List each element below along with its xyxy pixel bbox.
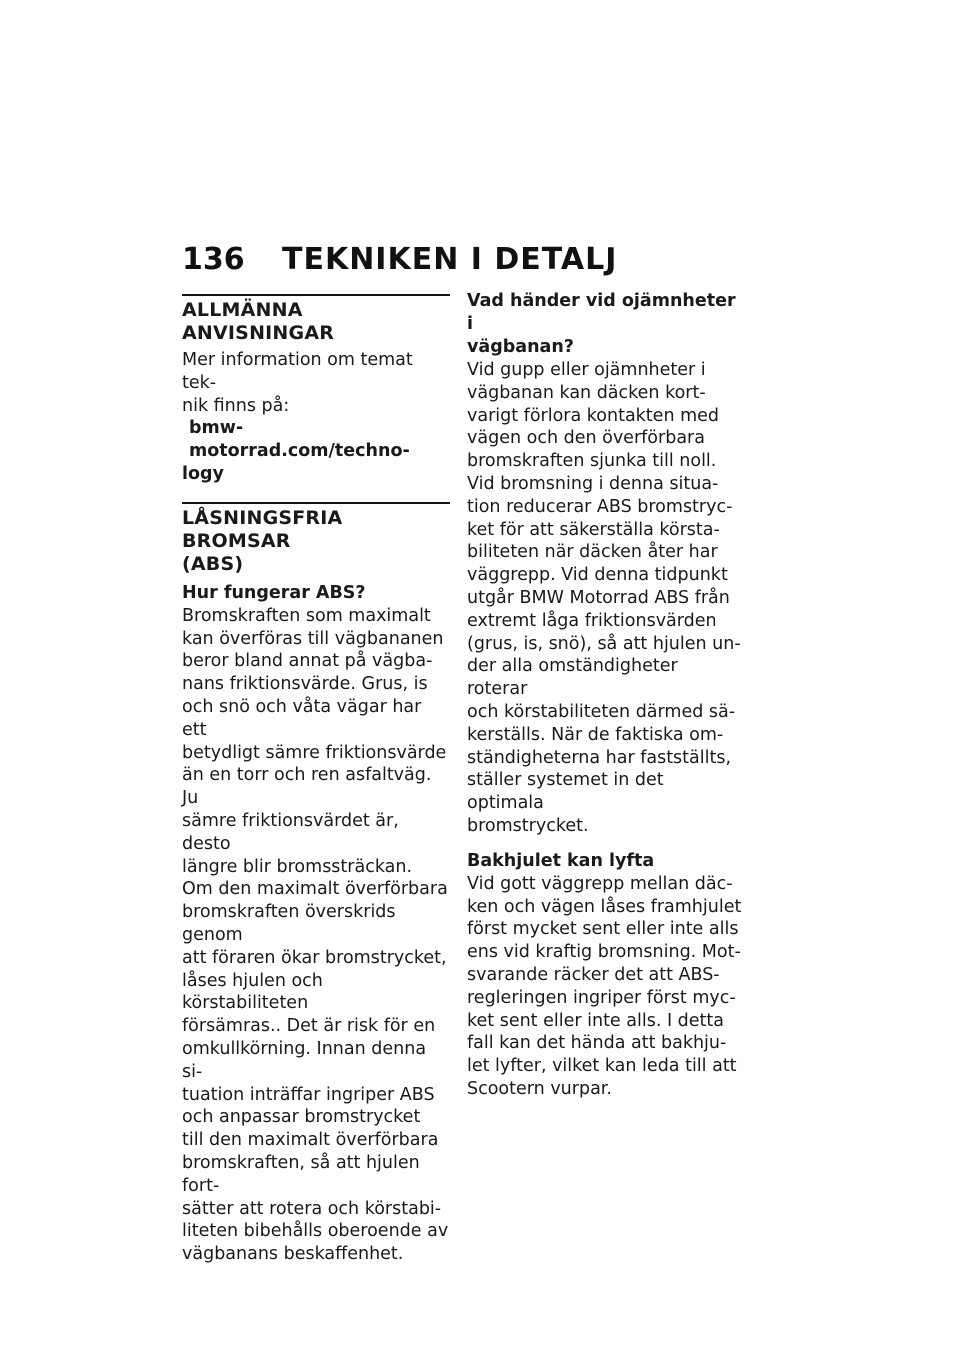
body-line: der alla omständigheter roterar xyxy=(467,656,678,700)
page-number: 136 xyxy=(182,242,245,277)
body-line: ställer systemet in det optimala xyxy=(467,770,664,814)
body-line: först mycket sent eller inte alls xyxy=(467,919,739,940)
question-how-abs-works: Hur fungerar ABS? xyxy=(182,582,366,603)
body-line: bromskraften sjunka till noll. xyxy=(467,451,717,472)
body-line: längre blir bromssträckan. xyxy=(182,856,413,877)
question-uneven-road-continued: vägbanan? xyxy=(467,337,574,357)
body-line: extremt låga friktionsvärden xyxy=(467,610,717,631)
body-line: kan överföras till vägbananen xyxy=(182,628,444,649)
body-line: Om den maximalt överförbara xyxy=(182,879,448,900)
body-line: (grus, is, snö), så att hjulen un- xyxy=(467,633,741,654)
body-line: regleringen ingriper först myc- xyxy=(467,987,736,1008)
body-line: tuation inträffar ingriper ABS xyxy=(182,1084,435,1105)
body-line: ken och vägen låses framhjulet xyxy=(467,896,742,917)
body-line: varigt förlora kontakten med xyxy=(467,405,720,426)
body-line: biliteten när däcken åter har xyxy=(467,542,718,563)
body-line: ket sent eller inte alls. I detta xyxy=(467,1010,724,1031)
body-line: ständigheterna har fastställts, xyxy=(467,747,732,768)
body-line: bromstrycket. xyxy=(467,815,589,836)
section-title-abs: LÅSNINGSFRIA BROMSAR xyxy=(182,506,343,552)
body-line: bromskraften, så att hjulen fort- xyxy=(182,1152,420,1196)
abs-explanation-text xyxy=(182,605,450,1266)
rear-wheel-lift-heading: Bakhjulet kan lyfta xyxy=(467,850,655,871)
body-line: och körstabiliteten därmed sä- xyxy=(467,701,736,722)
body-line: till den maximalt överförbara xyxy=(182,1130,439,1151)
uneven-road-text xyxy=(467,359,742,838)
body-line: ens vid kraftig bromsning. Mot- xyxy=(467,942,741,963)
body-line: omkullkörning. Innan denna si- xyxy=(182,1038,427,1082)
body-line: låses hjulen och körstabiliteten xyxy=(182,970,323,1014)
body-line: nans friktionsvärde. Grus, is xyxy=(182,674,428,695)
body-line: liteten bibehålls oberoende av xyxy=(182,1221,449,1242)
body-line: Vid bromsning i denna situa- xyxy=(467,473,719,494)
body-line: utgår BMW Motorrad ABS från xyxy=(467,587,730,608)
body-line: tion reducerar ABS bromstryc- xyxy=(467,496,733,517)
body-line: vägbanan kan däcken kort- xyxy=(467,382,706,403)
section-title-general: ALLMÄNNA ANVISNINGAR xyxy=(182,299,335,344)
body-line: ket för att säkerställa körsta- xyxy=(467,519,720,540)
body-line: kerställs. När de faktiska om- xyxy=(467,724,724,745)
website-link[interactable]: bmw-motorrad.com/techno- xyxy=(189,418,410,462)
body-line: nik finns på: xyxy=(182,395,290,416)
chapter-title: TEKNIKEN I DETALJ xyxy=(282,242,618,277)
body-line: let lyfter, vilket kan leda till att xyxy=(467,1056,737,1077)
body-line: Bromskraften som maximalt xyxy=(182,605,431,626)
body-line: Scootern vurpar. xyxy=(467,1078,612,1099)
body-line: vägen och den överförbara xyxy=(467,428,705,449)
body-line: svarande räcker det att ABS- xyxy=(467,964,720,985)
body-line: Vid gott väggrepp mellan däc- xyxy=(467,873,733,894)
body-line: vägbanans beskaffenhet. xyxy=(182,1244,404,1265)
body-line: väggrepp. Vid denna tidpunkt xyxy=(467,565,728,586)
body-line: sämre friktionsvärdet är, desto xyxy=(182,810,399,854)
body-line: sätter att rotera och körstabi- xyxy=(182,1198,442,1219)
body-line: Vid gupp eller ojämnheter i xyxy=(467,360,706,380)
body-line: betydligt sämre friktionsvärde xyxy=(182,742,447,763)
body-line: Mer information om temat tek- xyxy=(182,350,413,393)
right-column xyxy=(467,290,742,1101)
website-link-continued[interactable]: logy xyxy=(182,463,224,484)
page-header xyxy=(182,240,742,280)
body-line: beror bland annat på vägba- xyxy=(182,651,433,672)
body-line: att föraren ökar bromstrycket, xyxy=(182,947,447,968)
body-line: fall kan det hända att bakhju- xyxy=(467,1033,727,1054)
section-divider xyxy=(182,294,450,296)
body-line: och snö och våta vägar har ett xyxy=(182,696,422,740)
body-line: bromskraften överskrids genom xyxy=(182,902,396,945)
body-line: än en torr och ren asfaltväg. Ju xyxy=(182,765,432,809)
section-title-abs-continued: (ABS) xyxy=(182,552,244,575)
body-line: försämras.. Det är risk för en xyxy=(182,1016,436,1037)
left-column xyxy=(182,290,450,1266)
question-uneven-road: Vad händer vid ojämnheter i xyxy=(467,291,736,334)
section-divider xyxy=(182,502,450,504)
body-line: och anpassar bromstrycket xyxy=(182,1107,421,1128)
rear-wheel-lift-text xyxy=(467,873,742,1101)
